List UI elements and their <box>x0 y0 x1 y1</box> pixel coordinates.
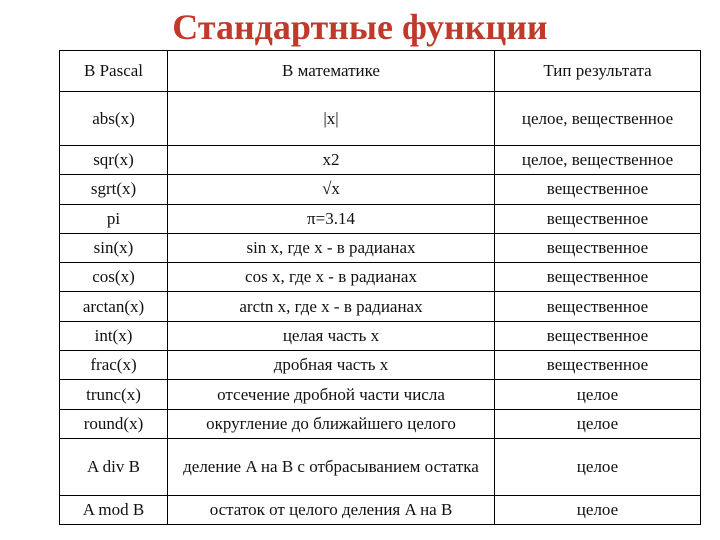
table-row <box>60 204 701 233</box>
cell-pascal: trunc(x) <box>60 380 168 409</box>
table-row <box>60 145 701 174</box>
cell-pascal: arctan(x) <box>60 292 168 321</box>
cell-pascal: sin(x) <box>60 233 168 262</box>
functions-table <box>59 50 701 525</box>
cell-pascal: frac(x) <box>60 351 168 380</box>
cell-math: x2 <box>168 145 495 174</box>
cell-math: округление до ближайшего целого <box>168 409 495 438</box>
table-row <box>60 438 701 495</box>
table-row <box>60 409 701 438</box>
table-row <box>60 175 701 204</box>
cell-type: целое <box>495 438 701 495</box>
header-math: В математике <box>168 51 495 92</box>
cell-pascal: abs(x) <box>60 92 168 146</box>
cell-type: целое <box>495 495 701 524</box>
cell-math: остаток от целого деления A на B <box>168 495 495 524</box>
header-pascal: В Pascal <box>60 51 168 92</box>
cell-type: вещественное <box>495 351 701 380</box>
cell-math: |x| <box>168 92 495 146</box>
cell-math: отсечение дробной части числа <box>168 380 495 409</box>
cell-pascal: int(x) <box>60 321 168 350</box>
cell-pascal: A mod B <box>60 495 168 524</box>
cell-pascal: A div B <box>60 438 168 495</box>
cell-math: sin x, где x - в радианах <box>168 233 495 262</box>
cell-type: вещественное <box>495 263 701 292</box>
cell-pascal: round(x) <box>60 409 168 438</box>
cell-math: целая часть x <box>168 321 495 350</box>
page-title: Стандартные функции <box>172 7 548 47</box>
cell-math: arctn x, где x - в радианах <box>168 292 495 321</box>
cell-type: вещественное <box>495 233 701 262</box>
cell-type: целое, вещественное <box>495 92 701 146</box>
cell-type: вещественное <box>495 204 701 233</box>
cell-math: π=3.14 <box>168 204 495 233</box>
cell-type: вещественное <box>495 292 701 321</box>
cell-pascal: sgrt(x) <box>60 175 168 204</box>
cell-pascal: pi <box>60 204 168 233</box>
table-row <box>60 233 701 262</box>
table-header-row <box>60 51 701 92</box>
cell-math: дробная часть x <box>168 351 495 380</box>
table-row <box>60 92 701 146</box>
table-row <box>60 380 701 409</box>
cell-type: вещественное <box>495 321 701 350</box>
cell-math: деление A на B с отбрасыванием остатка <box>168 438 495 495</box>
header-result-type: Тип результата <box>495 51 701 92</box>
table-row <box>60 292 701 321</box>
cell-math: √x <box>168 175 495 204</box>
cell-pascal: cos(x) <box>60 263 168 292</box>
table-row <box>60 351 701 380</box>
cell-pascal: sqr(x) <box>60 145 168 174</box>
table-row <box>60 495 701 524</box>
table-row <box>60 321 701 350</box>
cell-type: целое <box>495 380 701 409</box>
cell-math: cos x, где x - в радианах <box>168 263 495 292</box>
cell-type: целое, вещественное <box>495 145 701 174</box>
table-row <box>60 263 701 292</box>
cell-type: целое <box>495 409 701 438</box>
cell-type: вещественное <box>495 175 701 204</box>
